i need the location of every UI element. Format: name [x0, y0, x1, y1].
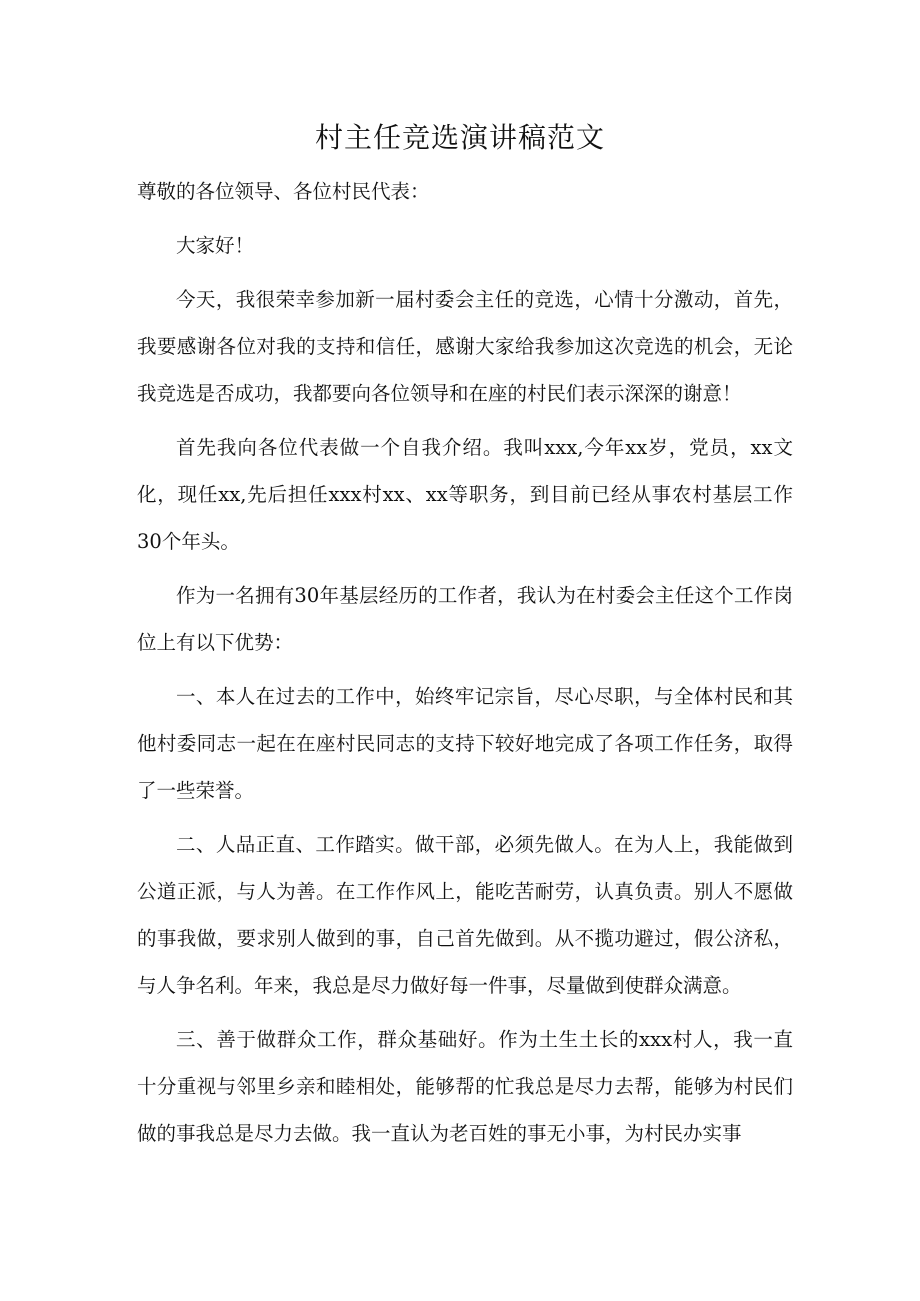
- body-paragraph: 一、本人在过去的工作中，始终牢记宗旨，尽心尽职，与全体村民和其他村委同志一起在在座村民同志的支持下较好地完成了各项工作任务，取得了一些荣誉。: [137, 685, 793, 802]
- body-paragraph: 二、人品正直、工作踏实。做干部，必须先做人。在为人上，我能做到公道正派，与人为善。在工作作风上，能吃苦耐劳，认真负责。别人不愿做的事我做，要求别人做到的事，自己首先做到。从不揽功避过，假公济私，与人争名利。年来，我总是尽力做好每一件事，尽量做到使群众满意。: [137, 833, 793, 997]
- greeting-paragraph: 大家好！: [176, 234, 255, 257]
- body-paragraph: 首先我向各位代表做一个自我介绍。我叫xxx,今年xx岁，党员，xx文化，现任xx,先后担任xxx村xx、xx等职务，到目前已经从事农村基层工作30个年头。: [137, 436, 793, 553]
- salutation: 尊敬的各位领导、各位村民代表：: [137, 180, 430, 203]
- body-paragraph: 作为一名拥有30年基层经历的工作者，我认为在村委会主任这个工作岗位上有以下优势：: [137, 584, 793, 654]
- document-title: 村主任竞选演讲稿范文: [314, 121, 605, 154]
- body-paragraph: 今天，我很荣幸参加新一届村委会主任的竞选，心情十分激动，首先，我要感谢各位对我的支持和信任，感谢大家给我参加这次竞选的机会，无论我竞选是否成功，我都要向各位领导和在座的村民们表示深深的谢意！: [137, 288, 793, 405]
- body-paragraph: 三、善于做群众工作，群众基础好。作为土生土长的xxx村人，我一直十分重视与邻里乡亲和睦相处，能够帮的忙我总是尽力去帮，能够为村民们做的事我总是尽力去做。我一直认为老百姓的事无小事，为村民办实事: [137, 1028, 793, 1145]
- document-body: [137, 168, 793, 1164]
